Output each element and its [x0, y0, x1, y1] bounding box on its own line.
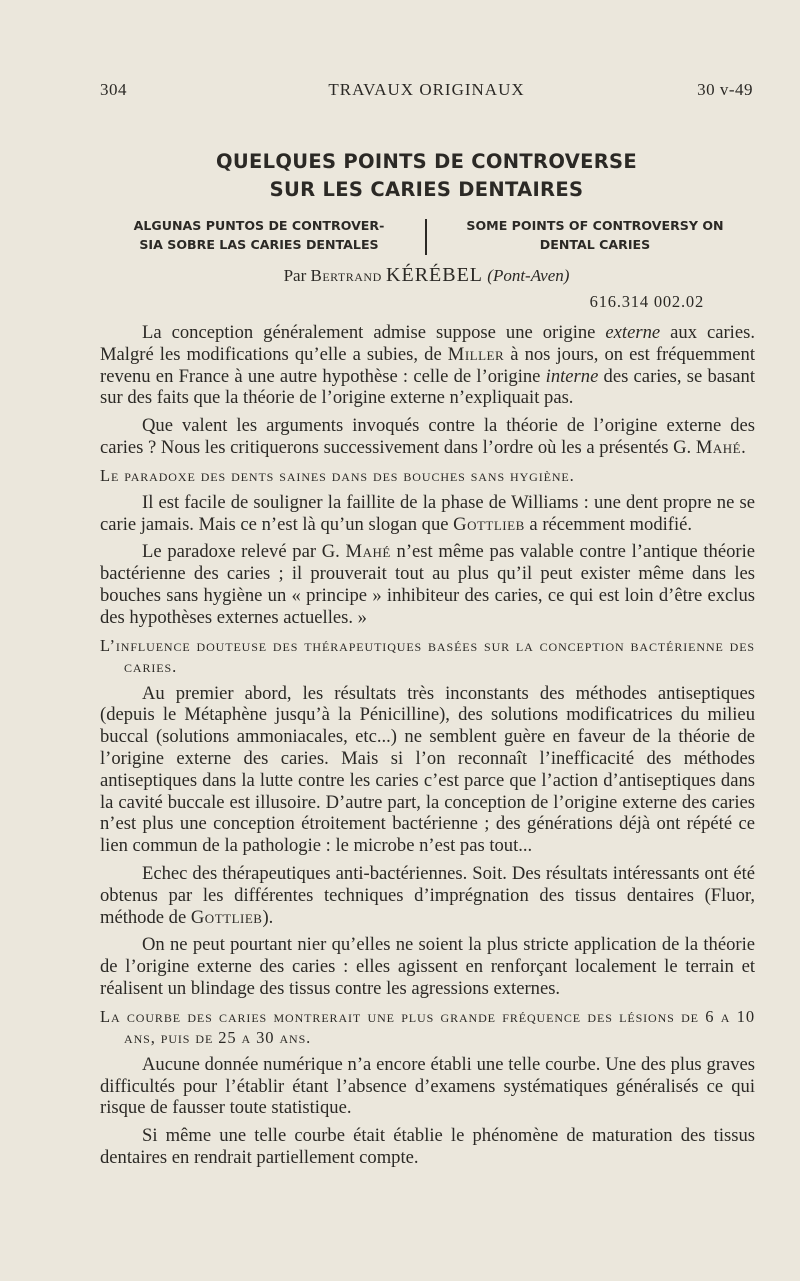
text-run: Echec des thérapeutiques anti-bactériennes. Soit. Des résultats intéressants ont été obtenus par les différentes techniques d’imprégnation des tissus dentaires (Fluor, méthode de: [100, 862, 755, 928]
author-location: (Pont-Aven): [487, 266, 570, 285]
english-title-line-2: DENTAL CARIES: [539, 237, 651, 252]
title-line-1: QUELQUES POINTS DE CONTROVERSE: [216, 150, 637, 173]
running-title: TRAVAUX ORIGINAUX: [328, 80, 525, 99]
author-line: [100, 264, 753, 287]
classification-code: 616.314 002.02: [589, 292, 704, 311]
issue-date: 30 v-49: [697, 80, 753, 99]
emphasis: interne: [545, 365, 599, 387]
text-run: Le paradoxe relevé par G.: [142, 541, 346, 563]
paragraph-6: [100, 863, 755, 928]
text-run: Que valent les arguments invoqués contre la théorie de l’origine externe des caries ? Nous les critiquerons successivement dans l’ordre où les a présentés G.: [100, 415, 755, 458]
text-run: aux caries. Malgré les modifications qu’elle a subies, de: [100, 322, 755, 365]
page-number: 304: [100, 80, 127, 99]
english-title: [430, 216, 760, 254]
article-title: [100, 148, 753, 204]
text-run: ).: [262, 906, 274, 928]
text-run: Il est facile de souligner la faillite de la phase de Williams : une dent propre ne se carie jamais. Mais ce n’est là qu’un slogan que: [100, 491, 755, 535]
spanish-title: [100, 216, 418, 254]
paragraph-2: [100, 415, 755, 459]
article-body: [100, 322, 755, 1175]
text-run: .: [741, 436, 746, 458]
paragraph-9: Si même une telle courbe était établie le phénomène de maturation des tissus dentaires en rendrait partiellement compte.: [100, 1125, 755, 1168]
running-head: [100, 80, 753, 104]
text-run: à nos jours, on est fréquemment revenu en France à une autre hypothèse : celle de l’origine: [100, 343, 755, 387]
paragraph-1: [100, 322, 755, 409]
author-citation: Mahé: [345, 541, 391, 563]
author-citation: Gottlieb: [453, 513, 525, 535]
section-heading-1: Le paradoxe des dents saines dans des bouches sans hygiène.: [100, 465, 575, 485]
author-citation: Miller: [447, 343, 505, 365]
text-run: La conception généralement admise suppose une origine: [142, 322, 606, 343]
emphasis: externe: [605, 322, 661, 343]
paragraph-7: On ne peut pourtant nier qu’elles ne soient la plus stricte application de la théorie de l’origine externe des caries : elles agissent en renforçant localement le terrain et réalisent un blindage des tissus contre les agressions externes.: [100, 934, 755, 999]
section-heading-2: L’influence douteuse des thérapeutiques basées sur la conception bactérienne des caries.: [100, 635, 755, 676]
paragraph-8: Aucune donnée numérique n’a encore établi une telle courbe. Une des plus graves difficultés pour l’établir étant l’absence d’examens systématiques généralisés ce qui risque de fausser toute statistique.: [100, 1053, 755, 1119]
text-run: n’est même pas valable contre l’antique théorie bactérienne des caries ; il prouverait tout au plus qu’il peut exister même dans les bouches sans hygiène un « principe » inhibiteur des caries, ce qui est loin d’être exclus des hypothèses externes actuelles. »: [100, 541, 755, 628]
spanish-title-line-2: SIA SOBRE LAS CARIES DENTALES: [139, 237, 379, 252]
text-run: a récemment modifié.: [524, 513, 693, 535]
paragraph-3: [100, 492, 755, 536]
spanish-title-line-1: ALGUNAS PUNTOS DE CONTROVER-: [133, 218, 385, 233]
section-heading-3: La courbe des caries montrerait une plus grande fréquence des lésions de 6 a 10 ans, puis de 25 a 30 ans.: [100, 1006, 755, 1047]
text-run: des caries, se basant sur des faits que la théorie de l’origine externe n’expliquait pas.: [100, 365, 755, 409]
paragraph-4: [100, 541, 755, 628]
author-prefix: Par: [283, 266, 307, 285]
author-last-name: KÉRÉBEL: [386, 264, 484, 286]
translated-titles: [100, 216, 756, 256]
author-citation: Mahé: [695, 436, 742, 458]
title-divider: [425, 219, 427, 255]
author-first-name: Bertrand: [310, 266, 382, 285]
paragraph-5: Au premier abord, les résultats très inconstants des méthodes antiseptiques (depuis le Métaphène jusqu’à la Pénicilline), des solutions modificatrices du milieu buccal (solutions ammoniacales, etc...) ne semblent guère en faveur de la théorie de l’origine externe des caries. Mais si l’on reconnaît l’inefficacité des méthodes antiseptiques dans la lutte contre les caries c’est parce que l’action d’antiseptiques dans la cavité buccale est illusoire. D’autre part, la conception de l’origine externe des caries n’est plus une conception étroitement bactérienne ; des générations déjà ont répété ce lien commun de la pathologie : le microbe n’est pas tout...: [100, 682, 755, 857]
author-citation: Gottlieb: [190, 906, 263, 928]
english-title-line-1: SOME POINTS OF CONTROVERSY ON: [466, 218, 724, 233]
title-line-2: SUR LES CARIES DENTAIRES: [269, 178, 584, 201]
